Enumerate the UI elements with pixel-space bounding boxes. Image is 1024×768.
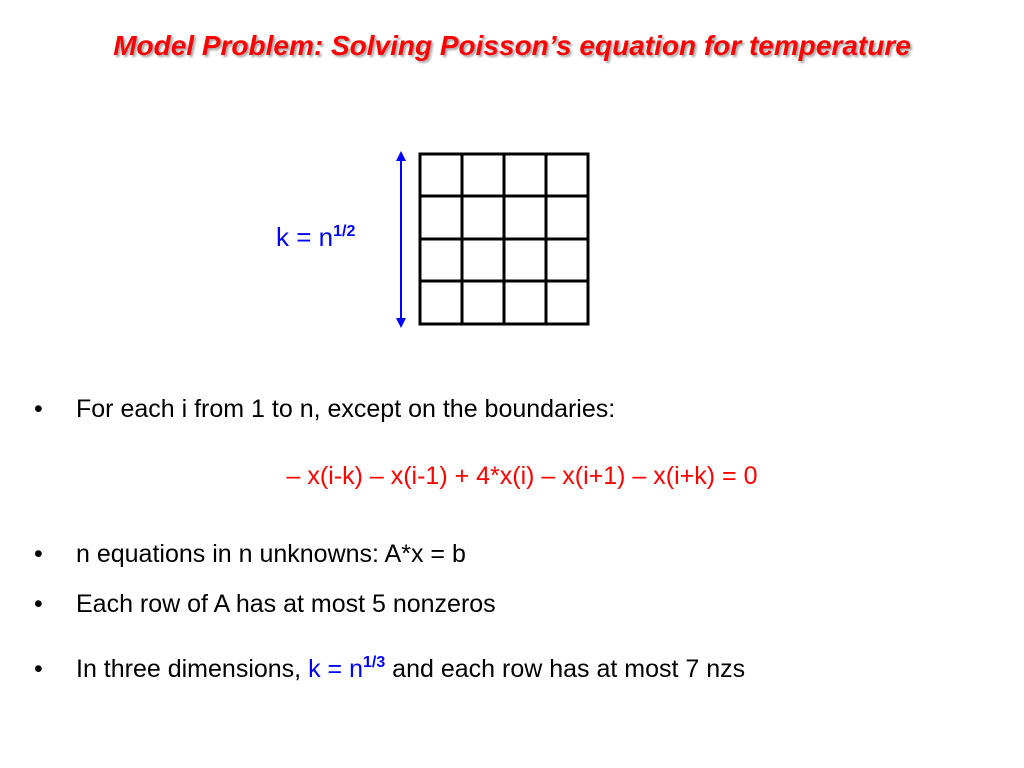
bullet-item [34,395,615,424]
inline-formula-exponent: 1/3 [362,654,386,671]
grid-size-label [276,222,355,253]
equation: – x(i-k) – x(i-1) + 4*x(i) – x(i+1) – x(i+k) = 0 [286,462,758,490]
bullet-item [34,590,496,619]
inline-formula-base: k = n [308,655,363,683]
bullet-item [34,654,745,684]
inline-formula [308,655,385,683]
bullet-marker: • [34,395,43,423]
bullet-marker: • [34,655,43,683]
grid-size-label-base: k = n [276,222,334,252]
bullet-marker: • [34,540,43,568]
bullet-text: For each i from 1 to n, except on the boundaries: [76,395,616,423]
bullet-text-suffix: and each row has at most 7 nzs [385,655,746,683]
bullet-text-prefix: In three dimensions, [76,655,309,683]
bullet-item [34,540,466,569]
dimension-arrow [396,151,406,328]
grid-diagram [390,148,600,333]
grid-size-label-exponent: 1/2 [333,223,356,240]
bullet-text: Each row of A has at most 5 nonzeros [76,590,496,618]
bullet-text: n equations in n unknowns: A*x = b [76,540,466,568]
bullet-marker: • [34,590,43,618]
square-grid [420,154,588,324]
slide-title: Model Problem: Solving Poisson’s equation for temperature [113,30,911,61]
